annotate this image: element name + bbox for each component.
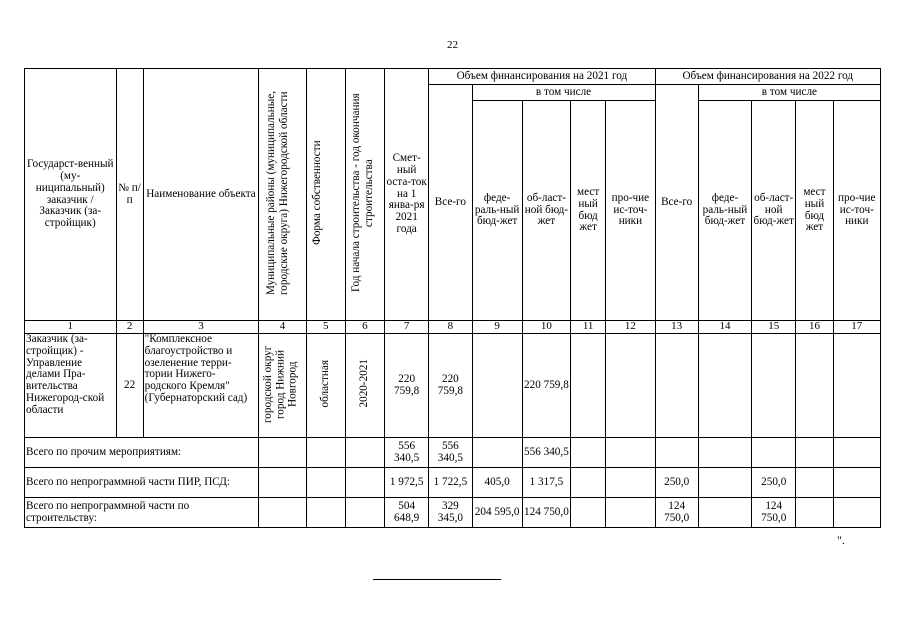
col-number: 2	[116, 321, 143, 334]
header-regional-2021: об-ласт-ной бюд-жет	[522, 101, 570, 321]
col-number: 15	[752, 321, 796, 334]
financing-table	[24, 68, 881, 528]
header-customer: Государст-венный (му-ниципальный) заказчик / Заказчик (за-стройщик)	[25, 69, 117, 321]
federal-2021: 204 595,0	[472, 498, 522, 528]
regional-2021-cell: 220 759,8	[522, 334, 570, 438]
col-number: 4	[259, 321, 306, 334]
regional-2021: 556 340,5	[522, 438, 570, 468]
total-2022	[655, 438, 698, 468]
header-districts: Муниципальные районы (муниципальные, городские округа) Нижегородской области	[259, 69, 306, 321]
header-ownership: Форма собственности	[306, 69, 345, 321]
total-2022: 124 750,0	[655, 498, 698, 528]
col-number: 9	[472, 321, 522, 334]
page-number: 22	[447, 39, 458, 51]
regional-2022: 250,0	[752, 468, 796, 498]
regional-2022	[752, 438, 796, 468]
total-2022: 250,0	[655, 468, 698, 498]
header-including-2022: в том числе	[698, 85, 880, 101]
header-regional-2022: об-ласт-ной бюд-жет	[752, 101, 796, 321]
header-other-2022: про-чие ис-точ-ники	[833, 101, 880, 321]
col-number: 8	[429, 321, 472, 334]
table-row	[25, 468, 881, 498]
other-2021-cell	[606, 334, 655, 438]
col-number: 12	[606, 321, 655, 334]
col-number: 14	[698, 321, 751, 334]
col-number: 10	[522, 321, 570, 334]
col-number: 16	[796, 321, 833, 334]
customer-cell: Заказчик (за-стройщик) - Управление делами Пра-вительства Нижегород-ской области	[25, 334, 117, 438]
footnote-divider	[373, 579, 501, 580]
total-2021: 1 722,5	[429, 468, 472, 498]
total-label: Всего по прочим мероприятиям:	[25, 438, 259, 468]
regional-2022: 124 750,0	[752, 498, 796, 528]
table-row	[25, 498, 881, 528]
federal-2021	[472, 438, 522, 468]
closing-quote: ".	[837, 533, 845, 547]
header-years: Год начала строительства - год окончания строительства	[345, 69, 384, 321]
years-cell: 2020-2021	[345, 334, 384, 438]
balance-cell: 220 759,8	[385, 334, 429, 438]
total-2021-cell: 220 759,8	[429, 334, 472, 438]
header-object-name: Наименование объекта	[143, 69, 259, 321]
table-row	[25, 438, 881, 468]
header-federal-2021: феде-раль-ный бюд-жет	[472, 101, 522, 321]
col-number: 13	[655, 321, 698, 334]
ownership-cell: областная	[306, 334, 345, 438]
federal-2021: 405,0	[472, 468, 522, 498]
col-number: 5	[306, 321, 345, 334]
header-fin-2021: Объем финансирования на 2021 год	[429, 69, 655, 85]
other-2022-cell	[833, 334, 880, 438]
num-cell: 22	[116, 334, 143, 438]
total-label: Всего по непрограммной части по строительству:	[25, 498, 259, 528]
header-total-2022: Все-го	[655, 85, 698, 321]
col-number: 6	[345, 321, 384, 334]
regional-2021: 1 317,5	[522, 468, 570, 498]
header-local-2022: мест ный бюд жет	[796, 101, 833, 321]
total-balance: 556 340,5	[385, 438, 429, 468]
header-other-2021: про-чие ис-точ-ники	[606, 101, 655, 321]
header-balance: Смет-ный оста-ток на 1 янва-ря 2021 года	[385, 69, 429, 321]
header-total-2021: Все-го	[429, 85, 472, 321]
col-number: 1	[25, 321, 117, 334]
header-num: № п/п	[116, 69, 143, 321]
col-number: 7	[385, 321, 429, 334]
col-number: 11	[571, 321, 606, 334]
total-label: Всего по непрограммной части ПИР, ПСД:	[25, 468, 259, 498]
table-row	[25, 334, 881, 438]
total-2021: 556 340,5	[429, 438, 472, 468]
object-name-cell: "Комплексное благоустройство и озеленение терри-тории Нижего-родского Кремля" (Губернаторский сад)	[143, 334, 259, 438]
header-local-2021: мест ный бюд жет	[571, 101, 606, 321]
total-2022-cell	[655, 334, 698, 438]
local-2022-cell	[796, 334, 833, 438]
column-numbers-row	[25, 321, 881, 334]
header-federal-2022: феде-раль-ный бюд-жет	[698, 101, 751, 321]
local-2021-cell	[571, 334, 606, 438]
total-balance: 504 648,9	[385, 498, 429, 528]
col-number: 17	[833, 321, 880, 334]
header-fin-2022: Объем финансирования на 2022 год	[655, 69, 880, 85]
regional-2022-cell	[752, 334, 796, 438]
col-number: 3	[143, 321, 259, 334]
regional-2021: 124 750,0	[522, 498, 570, 528]
federal-2022-cell	[698, 334, 751, 438]
federal-2021-cell	[472, 334, 522, 438]
total-balance: 1 972,5	[385, 468, 429, 498]
header-including-2021: в том числе	[472, 85, 655, 101]
district-cell: городской округ город Нижний Новгород	[259, 334, 306, 438]
total-2021: 329 345,0	[429, 498, 472, 528]
